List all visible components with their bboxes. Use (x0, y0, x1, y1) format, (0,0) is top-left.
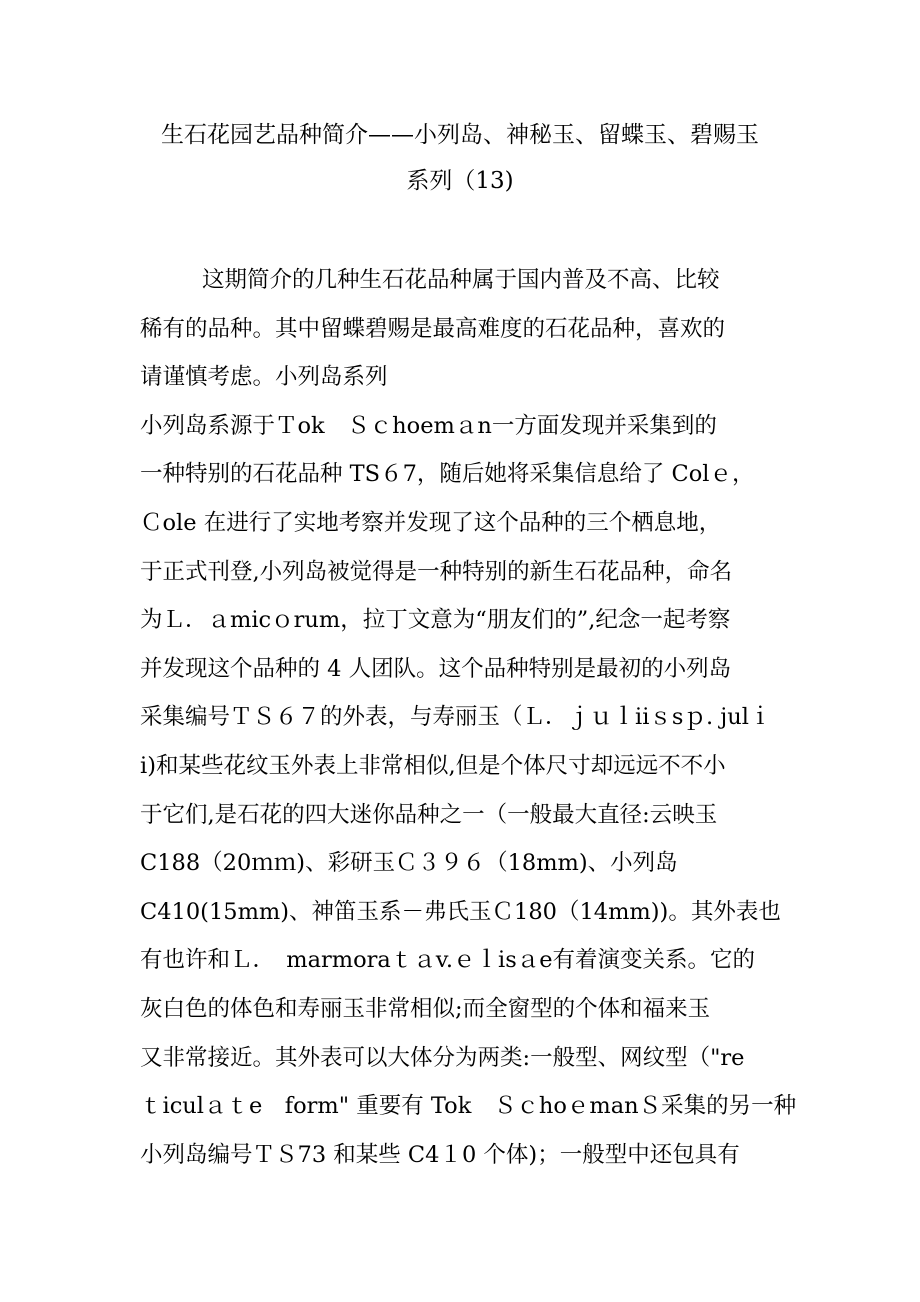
body-line: 请谨慎考虑。小列岛系列 (140, 364, 388, 391)
body-line: Ｃole 在进行了实地考察并发现了这个品种的三个栖息地， (140, 509, 722, 536)
body-line: 并发现这个品种的 4 人团队。这个品种特别是最初的小列岛 (140, 655, 732, 682)
title-line-2: 系列（13) (406, 168, 514, 194)
title-line-1: 生石花园艺品种简介——小列岛、神秘玉、留蝶玉、碧赐玉 (161, 122, 759, 148)
body-line: 这期简介的几种生石花品种属于国内普及不高、比较 (202, 267, 720, 293)
body-line: i)和某些花纹玉外表上非常相似,但是个体尺寸却远远不不小 (140, 752, 726, 779)
document-body (140, 256, 800, 1179)
body-line: 一种特别的石花品种 TS６7，随后她将采集信息给了 Colｅ， (140, 461, 755, 488)
body-line: 为Ｌ．ａmicｏrum，拉丁文意为“朋友们的”,纪念一起考察 (140, 607, 731, 634)
body-line: C410(15mm)、神笛玉系－弗氏玉Ｃ180（14mm))。其外表也 (140, 898, 781, 925)
body-line: ｔiculａｔe form" 重要有 Tok ＳｃhoｅmanＳ采集的另一种 (140, 1093, 797, 1120)
body-line: 有也许和Ｌ． marmoraｔａv.ｅｌisａe有着演变关系。它的 (140, 947, 756, 974)
body-line: 灰白色的体色和寿丽玉非常相似;而全窗型的个体和福来玉 (140, 995, 711, 1022)
body-line: 又非常接近。其外表可以大体分为两类:一般型、网纹型（"re (140, 1044, 745, 1071)
body-line: 采集编号ＴＳ６７的外表，与寿丽玉（Ｌ．ｊｕｌiiｓsｐ. julｉ (140, 704, 772, 731)
body-line: 小列岛编号ＴＳ73 和某些 C4１0 个体)；一般型中还包具有 (140, 1141, 740, 1168)
body-line: 于正式刊登,小列岛被觉得是一种特别的新生石花品种，命名 (140, 558, 733, 585)
body-line: 于它们,是石花的四大迷你品种之一（一般最大直径:云映玉 (140, 801, 718, 828)
body-line: C188（20ｍｍ)、彩研玉Ｃ３９６（18mm)、小列岛 (140, 850, 678, 877)
body-line: 稀有的品种。其中留蝶碧赐是最高难度的石花品种，喜欢的 (140, 315, 726, 342)
body-line: 小列岛系源于Ｔok Ｓｃhoemａn一方面发现并采集到的 (140, 412, 717, 439)
document-title (100, 112, 820, 204)
